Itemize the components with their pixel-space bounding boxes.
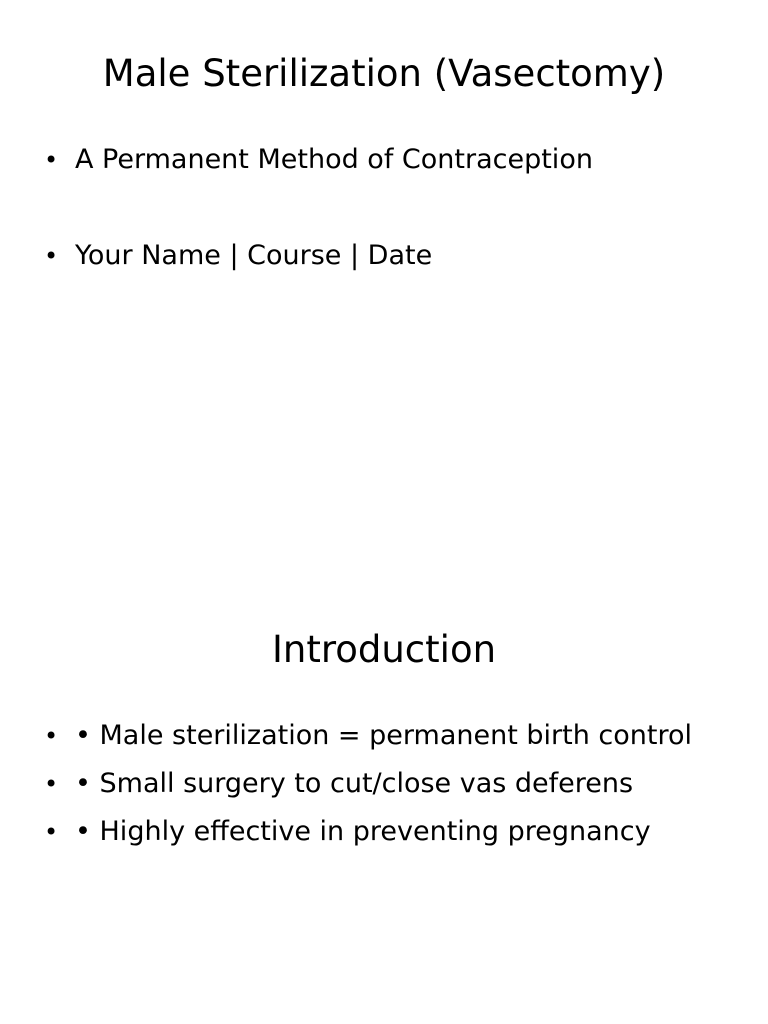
- slide-title: Introduction: [271, 628, 497, 671]
- bullet-text: • Male sterilization = permanent birth control: [75, 720, 692, 751]
- bullet-dot-icon: •: [44, 242, 59, 270]
- slide-title: Male Sterilization (Vasectomy): [102, 52, 666, 95]
- bullet-list: [0, 716, 768, 860]
- bullet-item: [0, 764, 768, 804]
- bullet-item: [0, 812, 768, 852]
- bullet-dot-icon: •: [44, 722, 59, 750]
- bullet-dot-icon: •: [44, 770, 59, 798]
- bullet-text: • Highly effective in preventing pregnancy: [75, 816, 651, 847]
- slide-introduction: [0, 576, 768, 1024]
- bullet-item: [0, 236, 768, 276]
- bullet-dot-icon: •: [44, 818, 59, 846]
- bullet-list: [0, 140, 768, 332]
- bullet-text: Your Name | Course | Date: [75, 240, 433, 271]
- bullet-text: A Permanent Method of Contraception: [75, 144, 593, 175]
- bullet-item: [0, 140, 768, 180]
- bullet-item: [0, 716, 768, 756]
- bullet-dot-icon: •: [44, 146, 59, 174]
- bullet-text: • Small surgery to cut/close vas deferens: [75, 768, 634, 799]
